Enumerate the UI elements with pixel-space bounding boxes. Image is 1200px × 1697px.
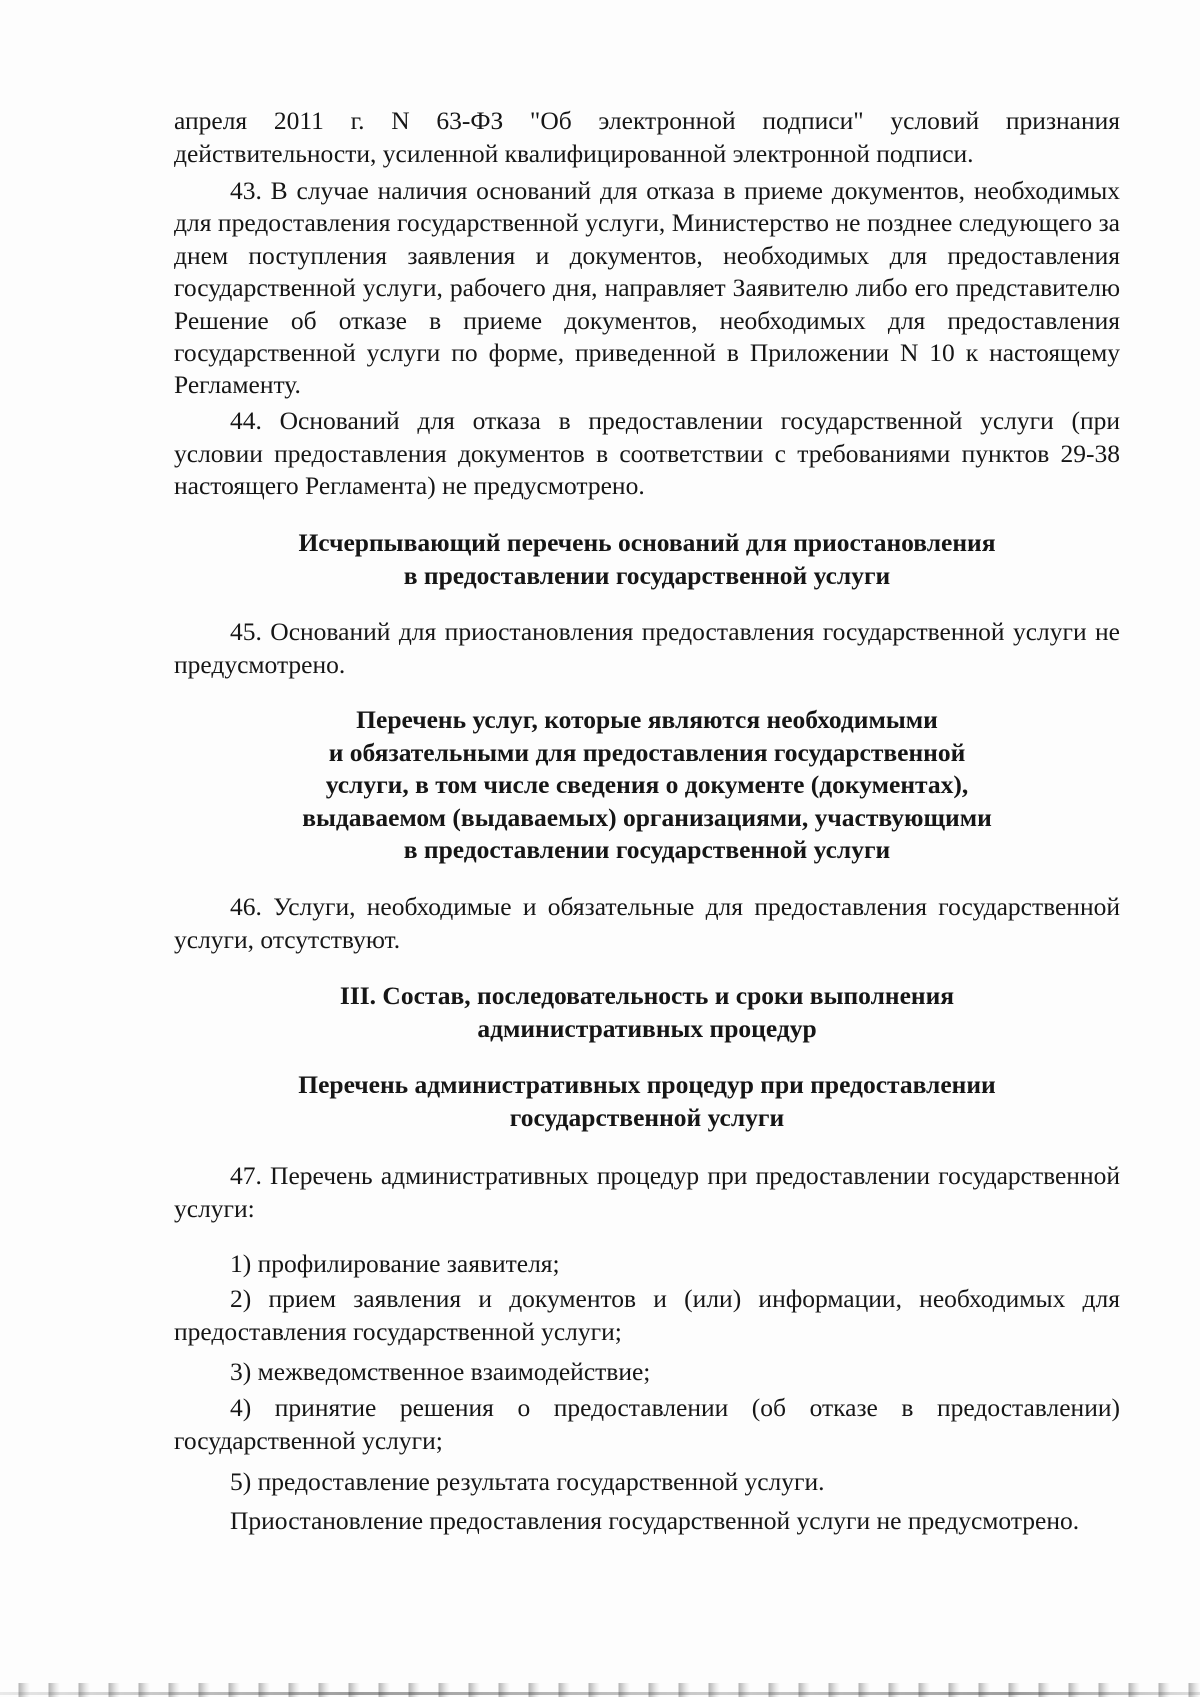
heading-line: и обязательными для предоставления государственной xyxy=(328,737,966,767)
heading-line: административных процедур xyxy=(477,1013,817,1043)
heading-line: Перечень услуг, которые являются необходимыми xyxy=(356,705,938,734)
paragraph-43: 43. В случае наличия оснований для отказа в приеме документов, необходимых для предоставления государственной услуги, Министерство не позднее следующего за днем поступления заявления и документов, необходимых для предоставления государственной услуги, рабочего дня, направляет Заявителю либо его представителю Решение об отказе в приеме документов, необходимых для предоставления государственной услуги по форме, приведенной в Приложении N 10 к настоящему Регламенту. xyxy=(174,176,1120,400)
paragraph-46: 46. Услуги, необходимые и обязательные для предоставления государственной услуги, отсутствуют. xyxy=(174,892,1120,954)
list-item-1: 1) профилирование заявителя; xyxy=(230,1249,560,1278)
heading-line: III. Состав, последовательность и сроки выполнения xyxy=(339,981,955,1010)
list-item-2: 2) прием заявления и документов и (или) информации, необходимых для предоставления государственной услуги; xyxy=(174,1284,1120,1346)
heading-line: государственной услуги xyxy=(509,1102,785,1132)
paragraph-final: Приостановление предоставления государственной услуги не предусмотрено. xyxy=(230,1506,1080,1535)
list-item-4: 4) принятие решения о предоставлении (об отказе в предоставлении) государственной услуги; xyxy=(174,1393,1120,1455)
paragraph-44: 44. Оснований для отказа в предоставлении государственной услуги (при условии предоставления документов в соответствии с требованиями пунктов 29-38 настоящего Регламента) не предусмотрено. xyxy=(174,406,1120,501)
heading-section-3 xyxy=(174,980,1120,1045)
list-item-5: 5) предоставление результата государственной услуги. xyxy=(230,1467,825,1496)
heading-required-services xyxy=(174,704,1120,867)
heading-line: Исчерпывающий перечень оснований для приостановления xyxy=(298,528,996,557)
paragraph-45: 45. Оснований для приостановления предоставления государственной услуги не предусмотрено. xyxy=(174,617,1120,679)
heading-line: услуги, в том числе сведения о документе (документах), xyxy=(325,770,969,800)
heading-line: Перечень административных процедур при предоставлении xyxy=(298,1070,996,1099)
heading-line: выдаваемом (выдаваемых) организациями, участвующими xyxy=(302,802,992,832)
heading-line: в предоставлении государственной услуги xyxy=(403,560,891,590)
heading-procedures-list xyxy=(174,1069,1120,1134)
heading-line: в предоставлении государственной услуги xyxy=(403,835,891,865)
list-item-3: 3) межведомственное взаимодействие; xyxy=(230,1357,651,1386)
scan-edge-line xyxy=(0,1692,1200,1695)
paragraph-47: 47. Перечень административных процедур при предоставлении государственной услуги: xyxy=(174,1161,1120,1223)
heading-suspension-grounds xyxy=(174,527,1120,592)
paragraph-intro: апреля 2011 г. N 63-ФЗ "Об электронной подписи" условий признания действительности, усиленной квалифицированной электронной подписи. xyxy=(174,106,1120,168)
